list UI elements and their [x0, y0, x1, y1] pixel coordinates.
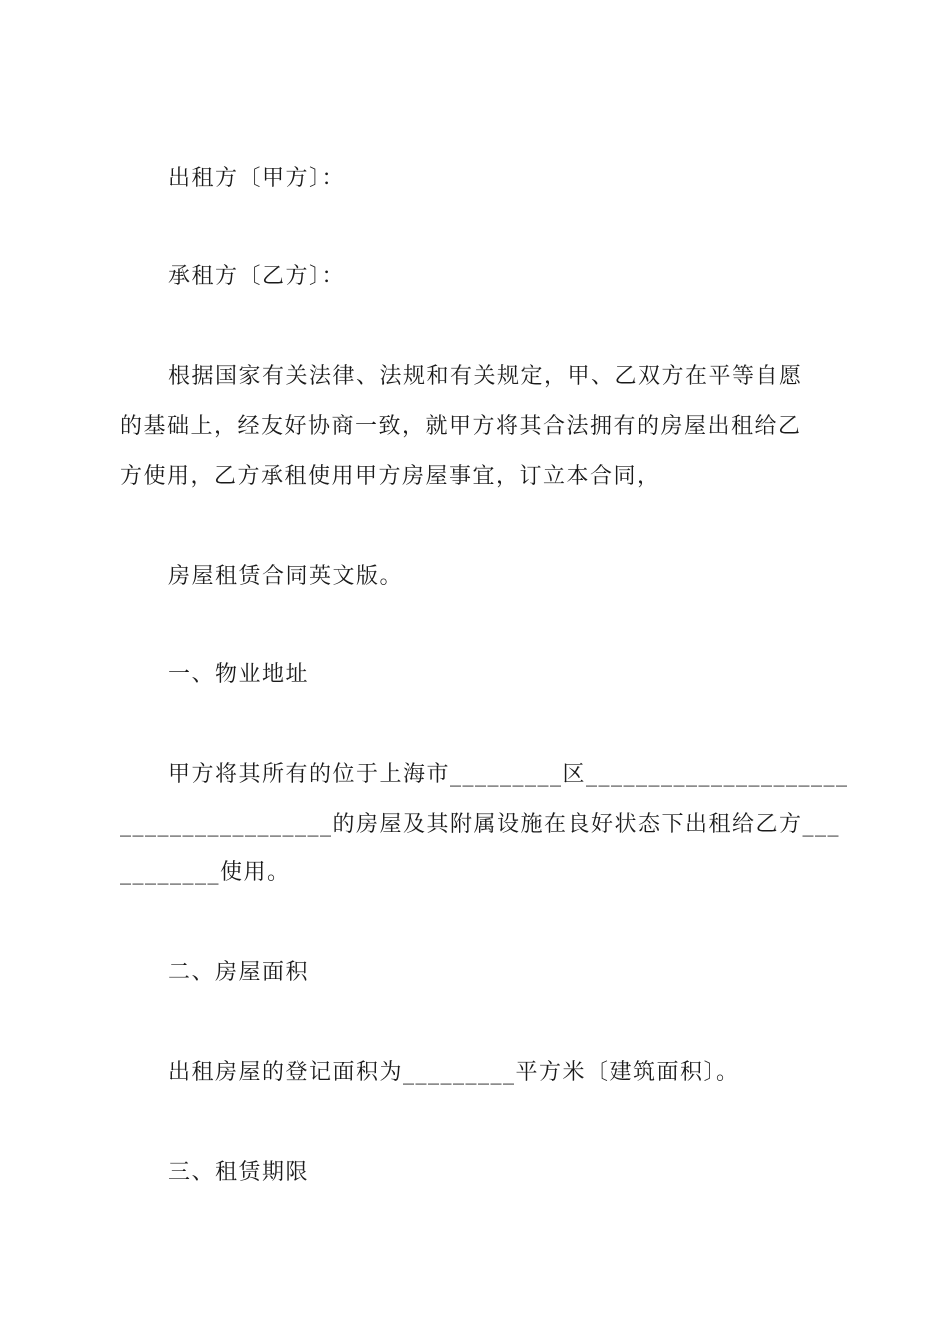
section-2-body: 出租房屋的登记面积为_________平方米〔建筑面积〕。 [168, 1060, 740, 1085]
section-1-heading: 一、物业地址 [168, 662, 310, 687]
preamble-line-2: 的基础上，经友好协商一致，就甲方将其合法拥有的房屋出租给乙 [120, 414, 802, 439]
section-1-line-1: 甲方将其所有的位于上海市_________区_____________________ [168, 762, 849, 787]
lessee-label: 承租方〔乙方〕： [168, 264, 346, 289]
lessor-label: 出租方〔甲方〕： [168, 166, 346, 191]
subtitle: 房屋租赁合同英文版。 [168, 564, 404, 589]
section-1-line-3: ________使用。 [120, 860, 291, 885]
preamble-line-1: 根据国家有关法律、法规和有关规定，甲、乙双方在平等自愿 [168, 364, 803, 389]
preamble-line-3: 方使用，乙方承租使用甲方房屋事宜，订立本合同， [120, 464, 661, 489]
section-3-heading: 三、租赁期限 [168, 1160, 310, 1185]
section-2-heading: 二、房屋面积 [168, 960, 310, 985]
section-1-line-2: _________________的房屋及其附属设施在良好状态下出租给乙方___ [120, 812, 841, 837]
